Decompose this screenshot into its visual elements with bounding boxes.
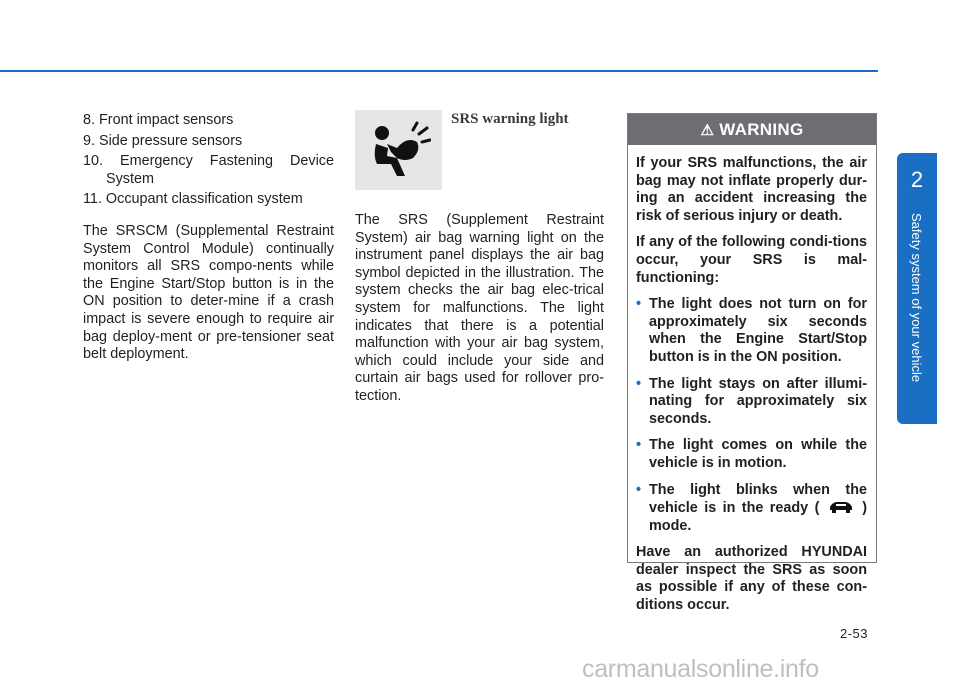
left-column — [83, 112, 334, 364]
list-item: 10. Emergency Fastening Device System — [83, 153, 334, 187]
bullet-dot-icon: • — [636, 375, 642, 392]
watermark: carmanualsonline.info — [582, 655, 819, 683]
bullet-dot-icon: • — [636, 437, 642, 454]
warning-bullet-text-before: The light blinks when the vehicle is in the ready ( — [649, 481, 867, 517]
section-number: 2 — [910, 167, 924, 192]
warning-bullet — [636, 296, 867, 366]
list-item: 8. Front impact sensors — [83, 112, 234, 128]
srscm-paragraph: The SRSCM (Supplemental Restraint System Control Module) continually monitors all SRS compo-nents while the Engine Start/Stop button is in the ON position to deter-mine if a crash impact is severe enough to require air bag deploy-ment or pre-tensioner seat belt deployment. — [83, 222, 334, 363]
warning-title: WARNING — [719, 119, 804, 139]
car-ready-icon — [826, 499, 856, 514]
srs-paragraph: The SRS (Supplement Restraint System) air bag warning light on the instrument panel displays the air bag symbol depicted in the illustration. The system checks the air bag elec-trical system for malfunctions. The light indicates that there is a potential malfunction with your air bag system, which could include your side and curtain air bags used for rollover pro-tection. — [355, 212, 604, 404]
warning-header — [628, 114, 876, 145]
airbag-warning-icon — [355, 110, 442, 190]
warning-closing: Have an authorized HYUNDAI dealer inspect the SRS as soon as possible if any of these con-ditions occur. — [636, 544, 867, 614]
warning-body — [628, 145, 876, 615]
warning-intro: If your SRS malfunctions, the air bag may not inflate properly dur-ing an accident increasing the risk of serious injury or death. — [636, 155, 867, 224]
warning-bullet — [636, 376, 867, 429]
warning-box — [627, 113, 877, 614]
list-item: 11. Occupant classification system — [83, 191, 303, 208]
warning-bullet-text: The light comes on while the vehicle is in motion. — [649, 437, 867, 471]
section-tab — [897, 153, 937, 424]
header-rule — [0, 70, 878, 72]
middle-column — [355, 110, 604, 406]
warning-bullet — [636, 437, 867, 472]
list-item: 9. Side pressure sensors — [83, 132, 243, 149]
section-title: Safety system of your vehicle — [909, 213, 924, 383]
warning-bullet-text: The light does not turn on for approximately six seconds when the Engine Start/Stop button is in the ON position. — [649, 296, 867, 365]
warning-triangle-icon: ⚠ — [700, 121, 715, 139]
warning-lead: If any of the following condi-tions occur, your SRS is mal-functioning: — [636, 234, 867, 286]
srs-warning-heading: SRS warning light — [451, 111, 569, 127]
airbag-warning-icon-graphic — [367, 120, 431, 180]
page-number: 2-53 — [840, 626, 869, 641]
bullet-dot-icon: • — [636, 296, 642, 313]
warning-bullet-text-after: ) mode. — [649, 500, 867, 534]
warning-bullet-text: The light stays on after illumi-nating for approximately six seconds. — [649, 375, 867, 427]
bullet-dot-icon: • — [636, 481, 642, 498]
warning-bullet — [636, 482, 867, 536]
